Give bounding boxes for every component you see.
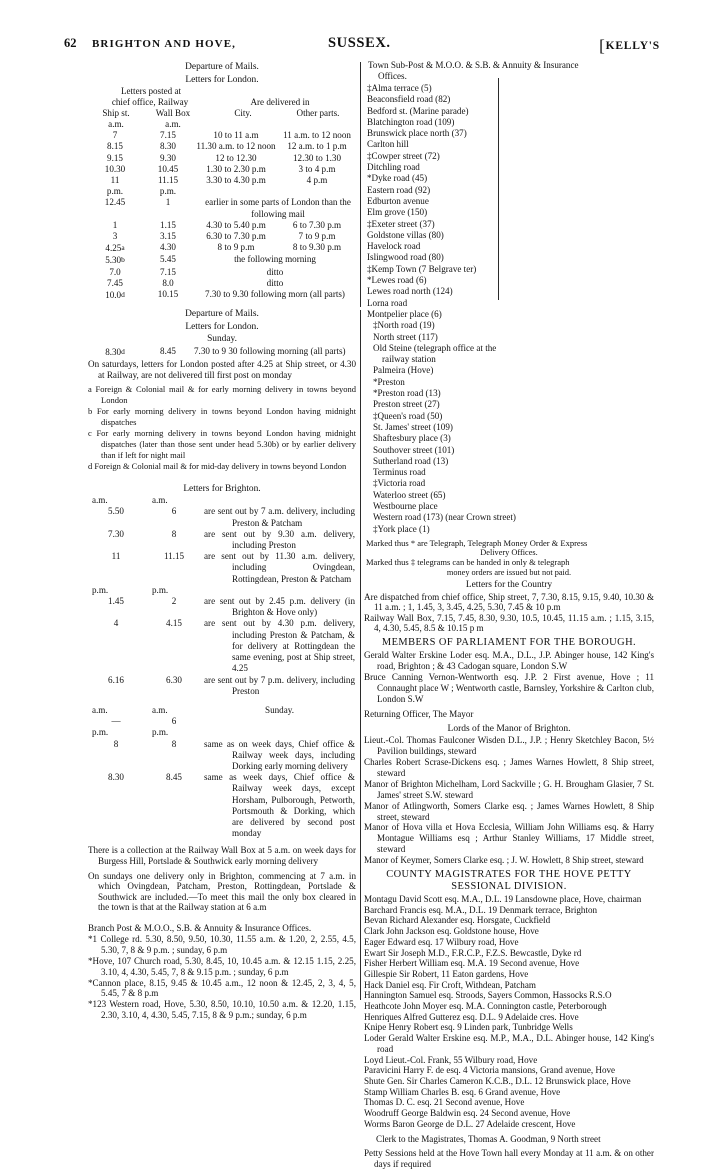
wall-box-time: 10.45 — [157, 163, 179, 174]
brighton-sunday-timetable — [88, 705, 356, 839]
magistrate-entry: Barchard Francis esq. M.A., D.L. 19 Denmark terrace, Brighton — [364, 904, 598, 915]
sunday-delivery-note: On sundays one delivery only in Brighton, commencing at 7 a.m. in which Ovingdean, Patcham, Preston, Rottingdean, Portslade & Southwick are included.—To meet this mail the only box cleared in the town is that at the Railway station at 6 a.m — [88, 870, 356, 913]
sunday2-rows — [88, 739, 356, 840]
departure-of-mails-heading: Departure of Mails. — [185, 62, 259, 72]
timetable-row — [88, 220, 356, 231]
sunday2-am-label-1: a.m. — [92, 704, 108, 715]
wall-box-time: 5.45 — [160, 254, 176, 265]
timetable-row — [88, 267, 356, 278]
wall-box-time: 7.15 — [160, 266, 176, 277]
wall-box-time: 6 — [171, 506, 177, 517]
wall-box-time: 2 — [171, 596, 177, 607]
ship-street-time: 3 — [112, 231, 118, 242]
wall-box-time: 8.45 — [166, 772, 182, 783]
ship-street-time: 10.30 — [104, 163, 126, 174]
sub-post-office-entry: *Dyke road (45) — [367, 173, 428, 184]
lord-of-manor-entry: Charles Robert Scrase-Dickens esq. ; James Warnes Howlett, 8 Ship street, steward — [364, 756, 654, 778]
pm-label-wall: p.m. — [159, 186, 177, 197]
sunday2-am-label-2: a.m. — [152, 704, 168, 715]
ship-street-time: 7.0 — [109, 266, 121, 277]
delivery-description: same as on week days, Chief office & Railway week days, including Dorking early morning delivery — [204, 738, 355, 771]
sunday2-six: 6 — [171, 716, 177, 727]
sub-post-office-entry: ‡Cowper street (72) — [367, 150, 440, 161]
lord-of-manor-entry: Manor of Brighton Michelham, Lord Sackville ; G. H. Brougham Glasier, 7 St. James' street S.W. steward — [364, 778, 654, 800]
sub-post-office-entry: Blatchington road (109) — [367, 116, 455, 127]
sub-post-office-entry: ‡Alma terrace (5) — [367, 83, 432, 93]
brighton-am-rows — [88, 506, 356, 584]
other-parts-delivery-window: 6 to 7.30 p.m — [292, 219, 342, 230]
railway-collection-note: There is a collection at the Railway Wall Box at 5 a.m. on week days for Burgess Hill, Portslade & Southwick early morning delivery — [88, 845, 356, 866]
brighton-timetable-row — [88, 739, 356, 773]
sub-post-office-entry: ‡Exeter street (37) — [367, 218, 435, 229]
delivery-window-combined: the following morning — [234, 254, 316, 265]
city-delivery-window: 12 to 12.30 — [215, 152, 257, 163]
brighton-timetable-row — [88, 506, 356, 528]
right-column — [364, 60, 654, 1170]
column-divider-rule-bottom — [360, 310, 361, 1000]
header-chief-office: chief office, Railway — [111, 97, 189, 108]
member-of-parliament-entry: Gerald Walter Erskine Loder esq. M.A., D.L., J.P. Abinger house, 142 King's road, Brighton ; & 43 Cadogan square, London S.W — [364, 650, 654, 671]
sub-post-office-entry: Montpelier place (6) — [367, 308, 442, 319]
sub-post-office-entry: Eastern road (92) — [367, 184, 431, 195]
weekday-am-rows — [88, 130, 356, 186]
sunday-ship-time: 8.30d — [105, 347, 125, 358]
sub-post-office-entry: ‡York place (1) — [373, 523, 430, 534]
sub-post-office-entry: Preston street (27) — [373, 399, 440, 410]
city-delivery-window: 6.30 to 7.30 p.m — [206, 231, 266, 242]
city-delivery-window: 3.30 to 4.30 p.m — [206, 175, 266, 185]
wall-box-time: 11.15 — [163, 551, 185, 562]
members-of-parliament-heading: MEMBERS OF PARLIAMENT FOR THE BOROUGH. — [381, 637, 637, 649]
footnote-mark: b — [88, 406, 97, 417]
sunday-wall-time: 8.45 — [160, 346, 176, 357]
city-delivery-window: 8 to 9 p.m — [217, 242, 255, 253]
sub-post-office-column-a — [364, 83, 501, 320]
wall-box-time: 9.30 — [160, 152, 176, 163]
wall-box-time: 10.15 — [157, 289, 179, 300]
sub-post-office-entry: ‡Kemp Town (7 Belgrave ter) — [367, 263, 477, 274]
mail-footnote-entry: a Foreign & Colonial mail & for early morning delivery in towns beyond London — [88, 384, 356, 406]
sub-post-offices-heading-line1: Town Sub-Post & M.O.O. & S.B. & Annuity & Insurance — [368, 60, 579, 70]
delivery-description: are sent out by 7 p.m. delivery, including Preston — [204, 674, 355, 696]
ship-street-time: 11 — [110, 175, 120, 185]
wall-box-time: 8 — [171, 528, 177, 539]
sub-post-office-entry: ‡Queen's road (50) — [373, 410, 443, 421]
delivery-description: same as week days, Chief office & Railway week days, except Horsham, Pulborough, Petworth, Portsmouth & Dorking, which are delivered by second post monday — [204, 772, 355, 839]
departure-of-mails-heading-2: Departure of Mails. — [185, 309, 259, 320]
sub-post-office-entry: North street (117) — [373, 331, 438, 342]
sub-post-office-entry: *Preston road (13) — [373, 388, 441, 399]
mail-footnote-entry: d Foreign & Colonial mail & for mid-day delivery in towns beyond London — [88, 460, 347, 471]
column-divider-rule-top — [360, 62, 361, 307]
sub-post-office-entry: Terminus road — [373, 467, 426, 478]
petty-sessions-note: Petty Sessions held at the Hove Town hall every Monday at 11 a.m. & on other days if required — [364, 1148, 654, 1169]
footnote-mark: d — [88, 460, 95, 471]
chief-office-time: 8 — [113, 738, 119, 749]
sunday-london-row — [88, 346, 356, 358]
wall-box-time: 8.0 — [162, 277, 174, 288]
telegram-handin-note-line2: money orders are issued but not paid. — [446, 567, 572, 577]
magistrate-entry: Thomas D. C. esq. 21 Second avenue, Hove — [364, 1097, 525, 1108]
magistrate-entry: Clark John Jackson esq. Goldstone house, Hove — [364, 926, 539, 937]
country-dispatch-times: Are dispatched from chief office, Ship street, 7, 7.30, 8.15, 9.15, 9.40, 10.30 & 11 a.m. ; 1, 1.45, 3, 3.45, 4.25, 5.30, 7.45 & 10 p.m — [364, 591, 654, 613]
ship-street-time: 7.45 — [107, 277, 123, 288]
pm-note-wall: 1 — [165, 197, 171, 208]
mail-footnote-entry: c For early morning delivery in towns beyond London having midnight dispatches (later than those sent under head 5.30b) or by earlier delivery than if left for night mail — [88, 428, 356, 460]
sub-post-office-entry: Islingwood road (80) — [367, 252, 444, 263]
footnote-mark: a — [121, 243, 125, 253]
letters-for-london-heading-2: Letters for London. — [185, 321, 259, 332]
sub-post-office-entry: Westbourne place — [373, 500, 438, 511]
sub-post-office-entry: Carlton hill — [367, 139, 409, 150]
brighton-timetable-row — [88, 551, 356, 585]
delivery-description: are sent out by 2.45 p.m. delivery (in Brighton & Hove only) — [204, 596, 355, 618]
sub-post-office-entry: Old Steine (telegraph office at the railway station — [373, 342, 497, 365]
wall-box-time: 4.30 — [160, 242, 176, 253]
chief-office-time: 5.50 — [108, 506, 124, 517]
telegram-handin-note-line1: Marked thus ‡ telegrams can be handed in only & telegraph — [366, 556, 570, 567]
timetable-row — [88, 278, 356, 289]
members-of-parliament-list — [364, 650, 654, 705]
timetable-row — [88, 289, 356, 301]
header-wall-box: Wall Box — [155, 108, 191, 119]
delivery-description: are sent out by 11.30 a.m. delivery, including Ovingdean, Rottingdean, Preston & Patcham — [204, 551, 355, 584]
magistrate-entry: Worms Baron George de D.L. 27 Adelaide crescent, Hove — [364, 1118, 576, 1129]
sunday2-dash: — — [111, 716, 121, 727]
header-am-ship: a.m. — [108, 119, 124, 130]
sub-post-office-entry: *Preston — [373, 376, 405, 387]
sub-post-office-list — [364, 83, 654, 535]
telegraph-office-note-line1: Marked thus * are Telegraph, Telegraph Money Order & Express — [366, 537, 588, 548]
pm-note-ship: 12.45 — [104, 197, 126, 208]
ship-street-time: 8.15 — [107, 141, 123, 152]
magistrate-entry: Hannington Samuel esq. Stroods, Sayers Common, Hassocks R.S.O — [364, 990, 612, 1001]
sub-post-office-entry: Lorna road — [367, 297, 408, 308]
timetable-row — [88, 254, 356, 266]
sub-post-offices-heading-line2: Offices. — [378, 71, 407, 81]
chief-office-time: 7.30 — [108, 528, 124, 539]
magistrate-entry: Heathcote John Moyer esq. M.A. Connington castle, Peterborough — [364, 1001, 607, 1012]
timetable-row — [88, 164, 356, 175]
magistrate-entry: Montagu David Scott esq. M.A., D.L. 19 Lansdowne place, Hove, chairman — [364, 894, 642, 905]
ship-street-time: 7 — [112, 130, 118, 141]
running-head-place: BRIGHTON AND HOVE, — [92, 38, 236, 50]
lords-of-manor-list — [364, 735, 654, 866]
brighton-pm-label-2: p.m. — [152, 584, 169, 595]
other-parts-delivery-window: 3 to 4 p.m — [298, 163, 336, 174]
other-parts-delivery-window: 4 p.m — [306, 175, 328, 185]
footnote-mark: b — [121, 255, 125, 265]
pm-label-ship: p.m. — [106, 186, 124, 197]
brighton-pm-label-1: p.m. — [92, 584, 109, 595]
chief-office-time: 4 — [113, 618, 119, 629]
wall-box-time: 1.15 — [160, 219, 176, 230]
member-of-parliament-entry: Bruce Canning Vernon-Wentworth esq. J.P. 2 First avenue, Hove ; 11 Connaught place W ; Wentworth castle, Barnsley, Yorkshire & Carlton club, London S.W — [364, 671, 655, 704]
sub-post-office-entry: Ditchling road — [367, 162, 420, 173]
letters-for-brighton-heading: Letters for Brighton. — [183, 483, 261, 494]
footnote-mark: c — [88, 428, 97, 439]
london-mail-timetable — [88, 130, 356, 301]
branch-office-entry: *1 College rd. 5.30, 8.50, 9.50, 10.30, 11.55 a.m. & 1.20, 2, 2.55, 4.5, 5.30, 7, 8 & 9 p.m. ; sunday, 6 p.m — [88, 933, 356, 955]
mail-footnote-entry: b For early morning delivery in towns beyond London having midnight dispatches — [88, 406, 356, 428]
delivery-description: are sent out by 9.30 a.m. delivery, including Preston — [204, 528, 355, 551]
magistrate-entry: Henriques Alfred Gutterez esq. D.L. 9 Adelaide cres. Hove — [364, 1011, 579, 1022]
page-folio-number: 62 — [64, 36, 77, 50]
header-posted-at: Letters posted at — [120, 86, 182, 97]
sub-post-office-entry: Elm grove (150) — [367, 207, 428, 218]
magistrate-entry: Hack Daniel esq. Fir Croft, Withdean, Patcham — [364, 979, 536, 990]
brighton-am-label-2: a.m. — [152, 495, 168, 506]
letters-for-country-heading: Letters for the Country — [465, 580, 553, 591]
magistrate-entry: Paravicini Harry F. de esq. 4 Victoria mansions, Grand avenue, Hove — [364, 1065, 616, 1076]
city-delivery-window: 4.30 to 5.40 p.m — [206, 219, 266, 230]
mail-footnotes — [88, 384, 356, 471]
delivery-description: are sent out by 7 a.m. delivery, including Preston & Patcham — [204, 506, 355, 528]
county-magistrates-list — [364, 894, 654, 1129]
sub-post-office-entry: ‡Victoria road — [373, 478, 426, 489]
pm-rows — [88, 220, 356, 301]
sub-post-office-entry: Shaftesbury place (3) — [373, 433, 451, 444]
sub-post-office-entry: *Lewes road (6) — [367, 275, 427, 286]
running-head-county: SUSSEX. — [328, 35, 391, 51]
delivery-window-combined: ditto — [266, 266, 284, 277]
timetable-row — [88, 231, 356, 242]
saturday-note: On saturdays, letters for London posted after 4.25 at Ship street, or 4.30 at Railway, are not delivered till first post on monday — [88, 359, 356, 380]
sunday2-pm-label-1: p.m. — [92, 727, 109, 738]
sub-post-office-entry: Southover street (101) — [373, 444, 455, 455]
brighton-timetable-row — [88, 529, 356, 551]
header-ship-street: Ship st. — [102, 108, 130, 119]
sub-post-office-entry: Western road (173) (near Crown street) — [373, 512, 516, 523]
header-delivered-in: Are delivered in — [250, 97, 310, 108]
sub-post-office-entry: Lewes road north (124) — [367, 286, 453, 297]
lords-of-manor-heading: Lords of the Manor of Brighton. — [447, 723, 571, 734]
delivery-description: are sent out by 4.30 p.m. delivery, including Preston & Patcham, & for delivery at Rottingdean the same evening, post at Ship street, 4.25 — [204, 618, 355, 674]
footnote-mark: a — [88, 384, 96, 395]
sunday-delivery-text: 7.30 to 9 30 following morning (all parts) — [194, 346, 346, 357]
header-city: City. — [234, 108, 252, 119]
brighton-timetable-row — [88, 618, 356, 674]
wall-box-time: 8.30 — [160, 141, 176, 152]
branch-office-entry: *Hove, 107 Church road, 5.30, 8.45, 10, 10.45 a.m. & 12.15 1.15, 2.25, 3.10, 4, 4.30, 5.45, 7, 8 & 9.15 p.m. ; sunday, 6 p.m — [88, 955, 356, 977]
left-column — [88, 60, 356, 1021]
sunday-heading: Sunday. — [207, 334, 237, 345]
delivery-window-combined: 7.30 to 9.30 following morn (all parts) — [205, 289, 345, 300]
ship-street-time: 5.30b — [105, 255, 125, 266]
sub-post-office-entry: Palmeira (Hove) — [373, 365, 434, 376]
sub-post-office-entry: ‡North road (19) — [373, 320, 435, 331]
magistrate-entry: Fisher Herbert William esq. M.A. 19 Second avenue, Hove — [364, 958, 580, 969]
lord-of-manor-entry: Manor of Keymer, Somers Clarke esq. ; J. W. Howlett, 8 Ship street, steward — [364, 855, 644, 866]
county-magistrates-heading-line2: SESSIONAL DIVISION. — [451, 881, 567, 893]
open-bracket-glyph: [ — [599, 36, 606, 55]
chief-office-time: 8.30 — [108, 772, 124, 783]
sub-post-office-entry: Waterloo street (65) — [373, 489, 446, 500]
wall-box-time: 3.15 — [160, 231, 176, 242]
running-head-publisher — [599, 36, 660, 56]
returning-officer-entry: Returning Officer, The Mayor — [364, 708, 474, 719]
sub-post-office-entry: St. James' street (109) — [373, 421, 453, 432]
magistrate-entry: Ewart Sir Joseph M.D., F.R.C.P., F.Z.S. Bewcastle, Dyke rd — [364, 947, 582, 958]
brighton-timetable-row — [88, 675, 356, 697]
other-parts-delivery-window: 12 a.m. to 1 p.m — [287, 141, 347, 152]
sub-post-office-entry: Havelock road — [367, 241, 421, 252]
pm-note-text: earlier in some parts of London than the following mail — [205, 197, 351, 219]
branch-office-entry: *123 Western road, Hove, 5.30, 8.50, 10.10, 10.50 a.m. & 12.20, 1.15, 2.30, 3.10, 4, 4.30, 5.45, 7.15, 8 & 9 p.m.; sunday, 6 p.m — [88, 999, 356, 1021]
london-table-header — [88, 86, 356, 130]
city-delivery-window: 1.30 to 2.30 p.m — [206, 163, 266, 174]
pm-label-row — [88, 186, 356, 220]
other-parts-delivery-window: 12.30 to 1.30 — [293, 152, 341, 163]
sub-post-office-entry: Brunswick place north (37) — [367, 128, 467, 139]
chief-office-time: 6.16 — [108, 674, 124, 685]
branch-office-entry: *Cannon place, 8.15, 9.45 & 10.45 a.m., 12 noon & 12.45, 2, 3, 4, 5, 5.45, 7 & 8 p.m — [88, 977, 356, 999]
other-parts-delivery-window: 7 to 9 p.m — [298, 231, 336, 242]
city-delivery-window: 11.30 a.m. to 12 noon — [196, 141, 276, 152]
county-magistrates-heading-line1: COUNTY MAGISTRATES FOR THE HOVE PETTY — [386, 869, 632, 881]
timetable-row — [88, 242, 356, 254]
ship-street-time: 1 — [112, 219, 118, 230]
telegraph-office-note-line2: Delivery Offices. — [480, 548, 538, 558]
sunday2-heading: Sunday. — [265, 704, 294, 715]
clerk-to-magistrates-entry: Clerk to the Magistrates, Thomas A. Goodman, 9 North street — [376, 1133, 601, 1144]
lord-of-manor-entry: Manor of Atlingworth, Somers Clarke esq. ; James Warnes Howlett, 8 Ship street, steward — [364, 800, 654, 822]
brighton-pm-rows — [88, 596, 356, 697]
magistrate-entry: Loder Gerald Walter Erskine esq. M.P., M.A., D.L. Abinger house, 142 King's road — [364, 1033, 654, 1054]
branch-office-list — [88, 934, 356, 1021]
timetable-row — [88, 130, 356, 141]
footnote-mark: d — [121, 290, 125, 300]
sub-post-office-entry: Bedford st. (Marine parade) — [367, 105, 469, 116]
magistrate-entry: Eager Edward esq. 17 Wilbury road, Hove — [364, 936, 519, 947]
sub-post-office-entry: Sutherland road (13) — [373, 455, 449, 466]
brighton-mail-timetable — [88, 495, 356, 697]
sub-post-office-entry: Beaconsfield road (82) — [367, 94, 451, 105]
chief-office-time: 11 — [111, 551, 121, 562]
ship-street-time: 9.15 — [107, 152, 123, 163]
sunday2-pm-label-2: p.m. — [152, 727, 169, 738]
wall-box-time: 6.30 — [166, 674, 182, 685]
ship-street-time: 10.0d — [105, 290, 125, 301]
city-delivery-window: 10 to 11 a.m — [213, 130, 259, 141]
wall-box-time: 11.15 — [157, 175, 179, 185]
magistrate-entry: Gillespie Sir Robert, 11 Eaton gardens, Hove — [364, 968, 529, 979]
timetable-row — [88, 153, 356, 164]
other-parts-delivery-window: 11 a.m. to 12 noon — [283, 130, 351, 141]
brighton-am-label-1: a.m. — [92, 495, 108, 506]
other-parts-delivery-window: 8 to 9.30 p.m — [292, 242, 342, 253]
magistrate-entry: Bevan Richard Alexander esq. Horsgate, Cuckfield — [364, 915, 551, 926]
railway-wall-box-times: Railway Wall Box, 7.15, 7.45, 8.30, 9.30, 10.5, 10.45, 11.15 a.m. ; 1.15, 3.15, 4, 4.30, 5.45, 8.5 & 10.15 p m — [364, 612, 654, 634]
sub-post-office-entry: Goldstone villas (80) — [367, 229, 444, 240]
brighton-timetable-row — [88, 772, 356, 839]
ship-street-time: 4.25a — [105, 243, 125, 254]
magistrate-entry: Stamp William Charles B. esq. 6 Grand avenue, Hove — [364, 1086, 561, 1097]
branch-post-offices-heading: Branch Post & M.O.O., S.B. & Annuity & Insurance Offices. — [88, 922, 312, 933]
sunday-footnote-mark: d — [121, 347, 125, 357]
magistrate-entry: Loyd Lieut.-Col. Frank, 55 Wilbury road, Hove — [364, 1054, 538, 1065]
timetable-row — [88, 141, 356, 152]
header-other-parts: Other parts. — [296, 108, 340, 119]
wall-box-time: 4.15 — [166, 618, 182, 629]
magistrate-entry: Woodruff George Baldwin esq. 24 Second avenue, Hove — [364, 1108, 571, 1119]
sub-post-office-column-b — [364, 320, 519, 535]
lord-of-manor-entry: Manor of Hova villa et Hova Ecclesia, William John Williams esq. & Harry Montague Williams esq ; Arthur Stanley Williams, 17 Middle street, steward — [364, 822, 654, 855]
lord-of-manor-entry: Lieut.-Col. Thomas Faulconer Wisden D.L., J.P. ; Henry Sketchley Bacon, 5½ Pavilion buildings, steward — [364, 735, 654, 757]
publisher-label: KELLY'S — [605, 40, 660, 52]
running-head — [60, 36, 660, 54]
wall-box-time: 7.15 — [160, 130, 176, 141]
delivery-window-combined: ditto — [266, 277, 284, 288]
brighton-timetable-row — [88, 596, 356, 618]
letters-for-london-heading: Letters for London. — [185, 74, 259, 85]
sub-post-office-entry: Edburton avenue — [367, 195, 429, 206]
header-am-wall: a.m. — [165, 119, 181, 130]
magistrate-entry: Knipe Henry Robert esq. 9 Linden park, Tunbridge Wells — [364, 1022, 573, 1033]
timetable-row — [88, 175, 356, 186]
magistrate-entry: Shute Gen. Sir Charles Cameron K.C.B., D.L. 12 Brunswick place, Hove — [364, 1075, 631, 1086]
chief-office-time: 1.45 — [108, 596, 124, 607]
wall-box-time: 8 — [171, 738, 177, 749]
